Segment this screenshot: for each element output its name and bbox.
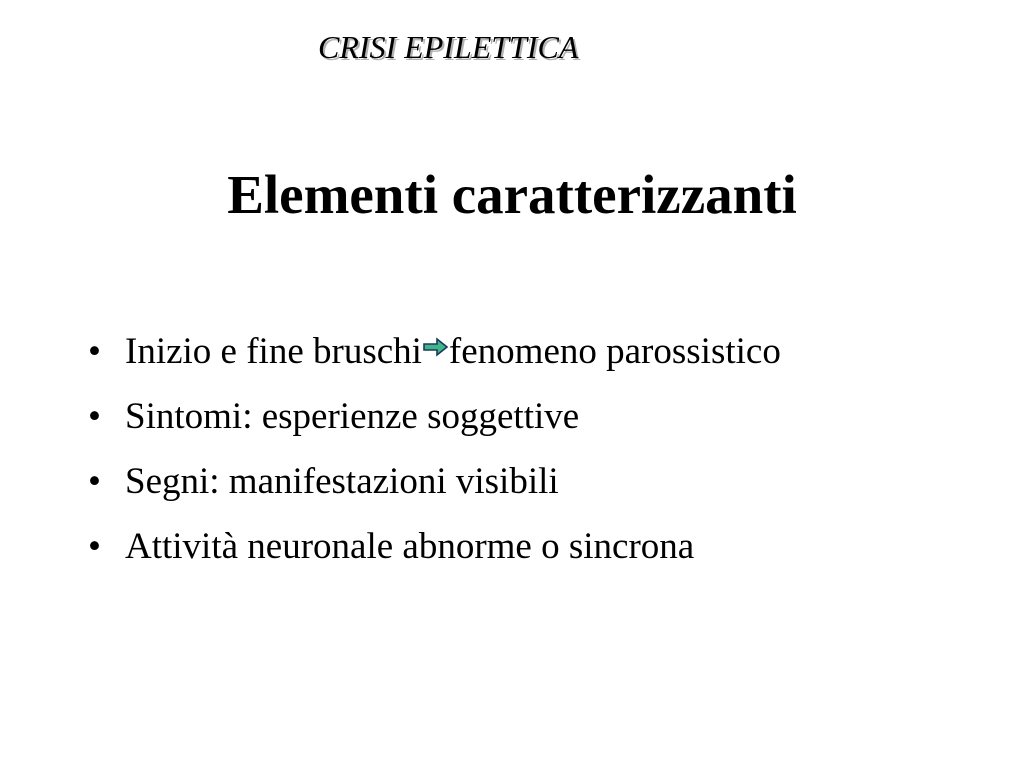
page-title: Elementi caratterizzanti xyxy=(227,164,797,225)
bullet-marker: • xyxy=(88,526,101,567)
bullet-text: Sintomi: esperienze soggettive xyxy=(125,396,580,437)
bullet-text: Segni: manifestazioni visibili xyxy=(125,461,559,502)
bullet-text xyxy=(125,325,781,379)
bullet-text-before: Inizio e fine bruschi xyxy=(125,331,422,372)
bullet-marker: • xyxy=(88,461,101,502)
right-arrow-icon xyxy=(423,337,448,357)
bullet-text: Attività neuronale abnorme o sincrona xyxy=(125,526,695,567)
bullet-text-after: fenomeno parossistico xyxy=(448,331,781,372)
bullet-marker: • xyxy=(88,331,101,372)
header-title: CRISI EPILETTICA xyxy=(318,29,579,65)
bullet-marker: • xyxy=(88,396,101,437)
